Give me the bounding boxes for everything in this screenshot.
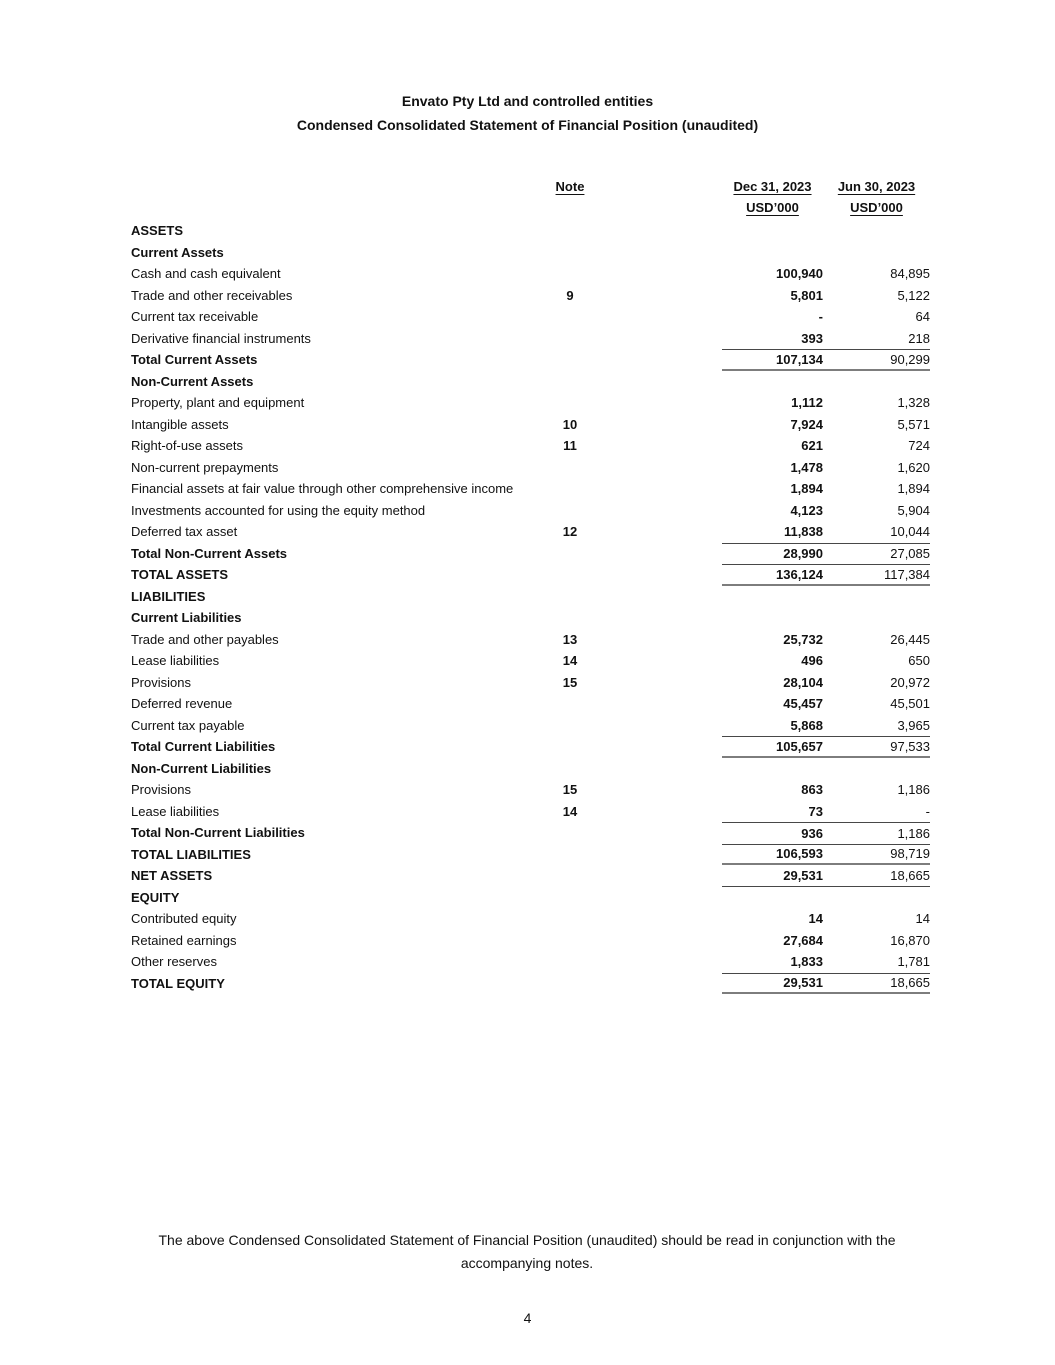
row-note: 11 — [563, 438, 577, 454]
unit-header-dec31: USD’000 — [746, 200, 799, 215]
row-values-ruled — [722, 306, 930, 328]
value-dec31: - — [818, 309, 823, 325]
row-note — [520, 844, 620, 866]
row-values — [620, 672, 930, 694]
note-column-header: Note — [555, 179, 585, 194]
total-row — [131, 349, 930, 371]
value-dec31: 936 — [801, 825, 823, 841]
section-header-row — [131, 758, 930, 780]
row-note: 14 — [562, 653, 578, 669]
total-row — [131, 543, 930, 565]
row-values-ruled — [722, 478, 930, 500]
row-values-ruled — [722, 349, 930, 371]
row-label: Total Current Liabilities — [131, 739, 276, 755]
value-dec31: 1,112 — [791, 395, 823, 411]
line-item-row — [131, 328, 930, 350]
statement-rows — [131, 220, 930, 994]
line-item-row — [131, 801, 930, 823]
value-dec31: 496 — [801, 653, 823, 669]
row-values — [620, 844, 930, 866]
row-label: TOTAL LIABILITIES — [131, 846, 251, 862]
value-jun30: 18,665 — [890, 975, 930, 991]
value-jun30: 724 — [908, 438, 930, 454]
value-jun30: 218 — [908, 330, 930, 346]
row-note — [520, 607, 620, 629]
row-values — [620, 887, 930, 909]
row-label: Trade and other receivables — [131, 287, 293, 303]
row-values-ruled — [722, 564, 930, 586]
row-values-ruled — [722, 650, 930, 672]
value-jun30: 45,501 — [890, 696, 930, 712]
line-item-row — [131, 693, 930, 715]
value-dec31: 14 — [808, 911, 823, 927]
row-values — [620, 263, 930, 285]
value-jun30: 98,719 — [890, 846, 930, 862]
row-values-ruled — [722, 586, 930, 608]
row-values-ruled — [722, 543, 930, 565]
value-jun30: 5,571 — [897, 416, 930, 432]
value-dec31: 1,478 — [790, 459, 823, 475]
line-item-row — [131, 672, 930, 694]
row-label: Intangible assets — [131, 416, 229, 432]
line-item-row — [131, 650, 930, 672]
line-item-row — [131, 306, 930, 328]
row-values — [620, 736, 930, 758]
header-unit-row — [131, 197, 930, 218]
row-values-ruled — [722, 822, 930, 844]
row-values-ruled — [722, 242, 930, 264]
row-label: ASSETS — [131, 223, 184, 239]
row-values — [620, 564, 930, 586]
row-values — [620, 650, 930, 672]
value-dec31: 100,940 — [776, 266, 823, 282]
row-note — [520, 758, 620, 780]
total-row — [131, 564, 930, 586]
value-dec31: 11,838 — [783, 524, 823, 540]
row-values-ruled — [722, 693, 930, 715]
row-values — [620, 543, 930, 565]
row-label: Right-of-use assets — [131, 438, 243, 454]
column-header-dec31: Dec 31, 2023 — [733, 179, 812, 194]
row-label: Derivative financial instruments — [131, 330, 311, 346]
row-values-ruled — [722, 263, 930, 285]
value-jun30: 97,533 — [890, 738, 930, 754]
line-item-row — [131, 779, 930, 801]
row-label: Lease liabilities — [131, 803, 220, 819]
line-item-row — [131, 715, 930, 737]
row-note — [520, 822, 620, 844]
row-label: Current tax receivable — [131, 309, 259, 325]
row-values-ruled — [722, 801, 930, 823]
value-dec31: 136,124 — [776, 566, 823, 582]
row-values-ruled — [722, 285, 930, 307]
row-values — [620, 758, 930, 780]
value-jun30: 14 — [915, 911, 930, 927]
row-note — [520, 220, 620, 242]
value-dec31: 106,593 — [776, 846, 823, 862]
row-values — [620, 457, 930, 479]
row-values-ruled — [722, 629, 930, 651]
value-dec31: 107,134 — [776, 351, 823, 367]
value-dec31: 25,732 — [783, 631, 823, 647]
row-note — [520, 328, 620, 350]
row-note — [520, 500, 620, 522]
value-dec31: 105,657 — [776, 738, 823, 754]
value-dec31: 393 — [801, 330, 823, 346]
row-note — [520, 478, 620, 500]
value-jun30: 1,781 — [897, 954, 930, 970]
value-jun30: 1,186 — [897, 825, 930, 841]
row-note — [520, 865, 620, 887]
line-item-row — [131, 521, 930, 543]
section-header-row — [131, 220, 930, 242]
row-label: Non-Current Liabilities — [131, 760, 272, 776]
value-dec31: 7,924 — [790, 416, 823, 432]
value-jun30: 26,445 — [890, 631, 930, 647]
value-dec31: 28,990 — [783, 546, 823, 562]
row-values — [620, 285, 930, 307]
row-label: Financial assets at fair value through other comprehensive income — [131, 481, 514, 497]
value-jun30: 84,895 — [890, 266, 930, 282]
row-values — [620, 822, 930, 844]
row-note — [520, 586, 620, 608]
row-values-ruled — [722, 930, 930, 952]
value-dec31: 73 — [808, 803, 823, 819]
line-item-row — [131, 414, 930, 436]
row-note — [520, 392, 620, 414]
row-values — [620, 242, 930, 264]
value-dec31: 5,868 — [790, 717, 823, 733]
row-values-ruled — [722, 607, 930, 629]
value-dec31: 863 — [801, 782, 823, 798]
row-label: Non-current prepayments — [131, 459, 279, 475]
row-label: Total Non-Current Liabilities — [131, 825, 305, 841]
section-header-row — [131, 607, 930, 629]
row-note: 12 — [562, 524, 578, 540]
line-item-row — [131, 435, 930, 457]
row-values — [620, 629, 930, 651]
value-jun30: 1,894 — [897, 481, 930, 497]
row-values-ruled — [722, 457, 930, 479]
value-jun30: 10,044 — [890, 524, 930, 540]
row-label: Current Assets — [131, 244, 224, 260]
row-values-ruled — [722, 844, 930, 866]
row-note: 10 — [562, 416, 578, 432]
row-label: Non-Current Assets — [131, 373, 254, 389]
row-values — [620, 951, 930, 973]
row-values — [620, 801, 930, 823]
value-jun30: 5,122 — [897, 287, 930, 303]
row-note — [520, 973, 620, 995]
row-values — [620, 865, 930, 887]
value-jun30: 64 — [915, 309, 930, 325]
value-jun30: - — [925, 803, 930, 819]
row-values — [620, 586, 930, 608]
row-note: 9 — [566, 287, 574, 303]
row-label: Lease liabilities — [131, 653, 220, 669]
row-values — [620, 521, 930, 543]
section-header-row — [131, 887, 930, 909]
row-note: 15 — [562, 674, 578, 690]
line-item-row — [131, 500, 930, 522]
row-note — [520, 543, 620, 565]
row-label: Contributed equity — [131, 911, 237, 927]
table-header — [131, 176, 930, 218]
row-note — [520, 242, 620, 264]
row-label: EQUITY — [131, 889, 180, 905]
section-header-row — [131, 586, 930, 608]
row-values — [620, 306, 930, 328]
row-values-ruled — [722, 521, 930, 543]
line-item-row — [131, 951, 930, 973]
value-dec31: 28,104 — [783, 674, 823, 690]
row-values — [620, 908, 930, 930]
row-values — [620, 435, 930, 457]
value-dec31: 27,684 — [783, 932, 823, 948]
row-values-ruled — [722, 414, 930, 436]
row-label: Other reserves — [131, 954, 217, 970]
total-row — [131, 736, 930, 758]
row-label: Current tax payable — [131, 717, 245, 733]
company-name: Envato Pty Ltd and controlled entities — [401, 93, 654, 109]
value-dec31: 29,531 — [783, 975, 823, 991]
row-values — [620, 973, 930, 995]
row-note — [520, 908, 620, 930]
row-values-ruled — [722, 736, 930, 758]
value-dec31: 621 — [801, 438, 823, 454]
value-jun30: 1,186 — [897, 782, 930, 798]
value-dec31: 45,457 — [783, 696, 823, 712]
section-header-row — [131, 371, 930, 393]
row-note — [520, 736, 620, 758]
value-dec31: 5,801 — [790, 287, 823, 303]
row-values — [620, 414, 930, 436]
value-jun30: 18,665 — [890, 867, 930, 883]
row-values-ruled — [722, 758, 930, 780]
total-row — [131, 973, 930, 995]
row-label: Current Liabilities — [131, 610, 242, 626]
value-jun30: 117,384 — [883, 566, 930, 582]
row-values — [620, 349, 930, 371]
total-row — [131, 822, 930, 844]
row-values — [620, 328, 930, 350]
value-jun30: 1,620 — [897, 459, 930, 475]
row-label: TOTAL ASSETS — [131, 567, 229, 583]
row-label: Property, plant and equipment — [131, 395, 305, 411]
row-label: LIABILITIES — [131, 588, 206, 604]
page-number: 4 — [523, 1310, 532, 1326]
line-item-row — [131, 629, 930, 651]
row-note — [520, 349, 620, 371]
row-values-ruled — [722, 392, 930, 414]
row-note — [520, 457, 620, 479]
row-note — [520, 263, 620, 285]
section-header-row — [131, 242, 930, 264]
line-item-row — [131, 908, 930, 930]
total-row — [131, 844, 930, 866]
line-item-row — [131, 457, 930, 479]
column-header-jun30: Jun 30, 2023 — [837, 179, 916, 194]
row-values-ruled — [722, 500, 930, 522]
row-label: Total Current Assets — [131, 352, 258, 368]
row-note — [520, 887, 620, 909]
row-values-ruled — [722, 951, 930, 973]
line-item-row — [131, 285, 930, 307]
row-note — [520, 715, 620, 737]
row-note: 13 — [562, 631, 578, 647]
row-label: Trade and other payables — [131, 631, 279, 647]
value-jun30: 3,965 — [897, 717, 930, 733]
unit-header-jun30: USD’000 — [850, 200, 903, 215]
value-jun30: 650 — [908, 653, 930, 669]
value-jun30: 27,085 — [890, 546, 930, 562]
row-note — [520, 371, 620, 393]
value-dec31: 1,833 — [790, 954, 823, 970]
row-values — [620, 779, 930, 801]
row-values — [620, 715, 930, 737]
row-values-ruled — [722, 328, 930, 350]
row-note — [520, 564, 620, 586]
row-label: Total Non-Current Assets — [131, 545, 288, 561]
row-note — [520, 693, 620, 715]
value-jun30: 20,972 — [890, 674, 930, 690]
row-label: Deferred revenue — [131, 696, 233, 712]
value-jun30: 1,328 — [897, 395, 930, 411]
row-note — [520, 306, 620, 328]
line-item-row — [131, 263, 930, 285]
document-title-block — [0, 89, 1055, 137]
value-dec31: 1,894 — [790, 481, 823, 497]
value-jun30: 90,299 — [890, 351, 930, 367]
row-values — [620, 478, 930, 500]
footer-note: The above Condensed Consolidated Statement of Financial Position (unaudited) should be read in conjunction with the accompanying notes. — [158, 1232, 896, 1271]
value-jun30: 16,870 — [890, 932, 930, 948]
row-values — [620, 693, 930, 715]
row-note: 14 — [562, 803, 578, 819]
row-label: NET ASSETS — [131, 868, 213, 884]
header-date-row — [131, 176, 930, 197]
row-values-ruled — [722, 220, 930, 242]
row-values-ruled — [722, 908, 930, 930]
line-item-row — [131, 478, 930, 500]
row-values-ruled — [722, 672, 930, 694]
value-dec31: 29,531 — [783, 867, 823, 883]
total-row — [131, 865, 930, 887]
row-note — [520, 951, 620, 973]
row-values-ruled — [722, 435, 930, 457]
row-values — [620, 371, 930, 393]
value-jun30: 5,904 — [897, 502, 930, 518]
row-values — [620, 392, 930, 414]
line-item-row — [131, 930, 930, 952]
row-label: Provisions — [131, 782, 191, 798]
statement-title: Condensed Consolidated Statement of Financial Position (unaudited) — [296, 117, 759, 133]
row-values-ruled — [722, 887, 930, 909]
row-label: Deferred tax asset — [131, 524, 238, 540]
row-label: TOTAL EQUITY — [131, 975, 225, 991]
row-values — [620, 607, 930, 629]
row-values-ruled — [722, 779, 930, 801]
row-label: Retained earnings — [131, 932, 237, 948]
row-label: Cash and cash equivalent — [131, 266, 281, 282]
row-values — [620, 930, 930, 952]
row-values-ruled — [722, 973, 930, 995]
line-item-row — [131, 392, 930, 414]
row-values — [620, 220, 930, 242]
row-values — [620, 500, 930, 522]
row-label: Investments accounted for using the equity method — [131, 502, 426, 518]
row-values-ruled — [722, 865, 930, 887]
row-values-ruled — [722, 371, 930, 393]
row-label: Provisions — [131, 674, 191, 690]
row-note: 15 — [562, 782, 578, 798]
row-note — [520, 930, 620, 952]
value-dec31: 4,123 — [790, 502, 823, 518]
row-values-ruled — [722, 715, 930, 737]
